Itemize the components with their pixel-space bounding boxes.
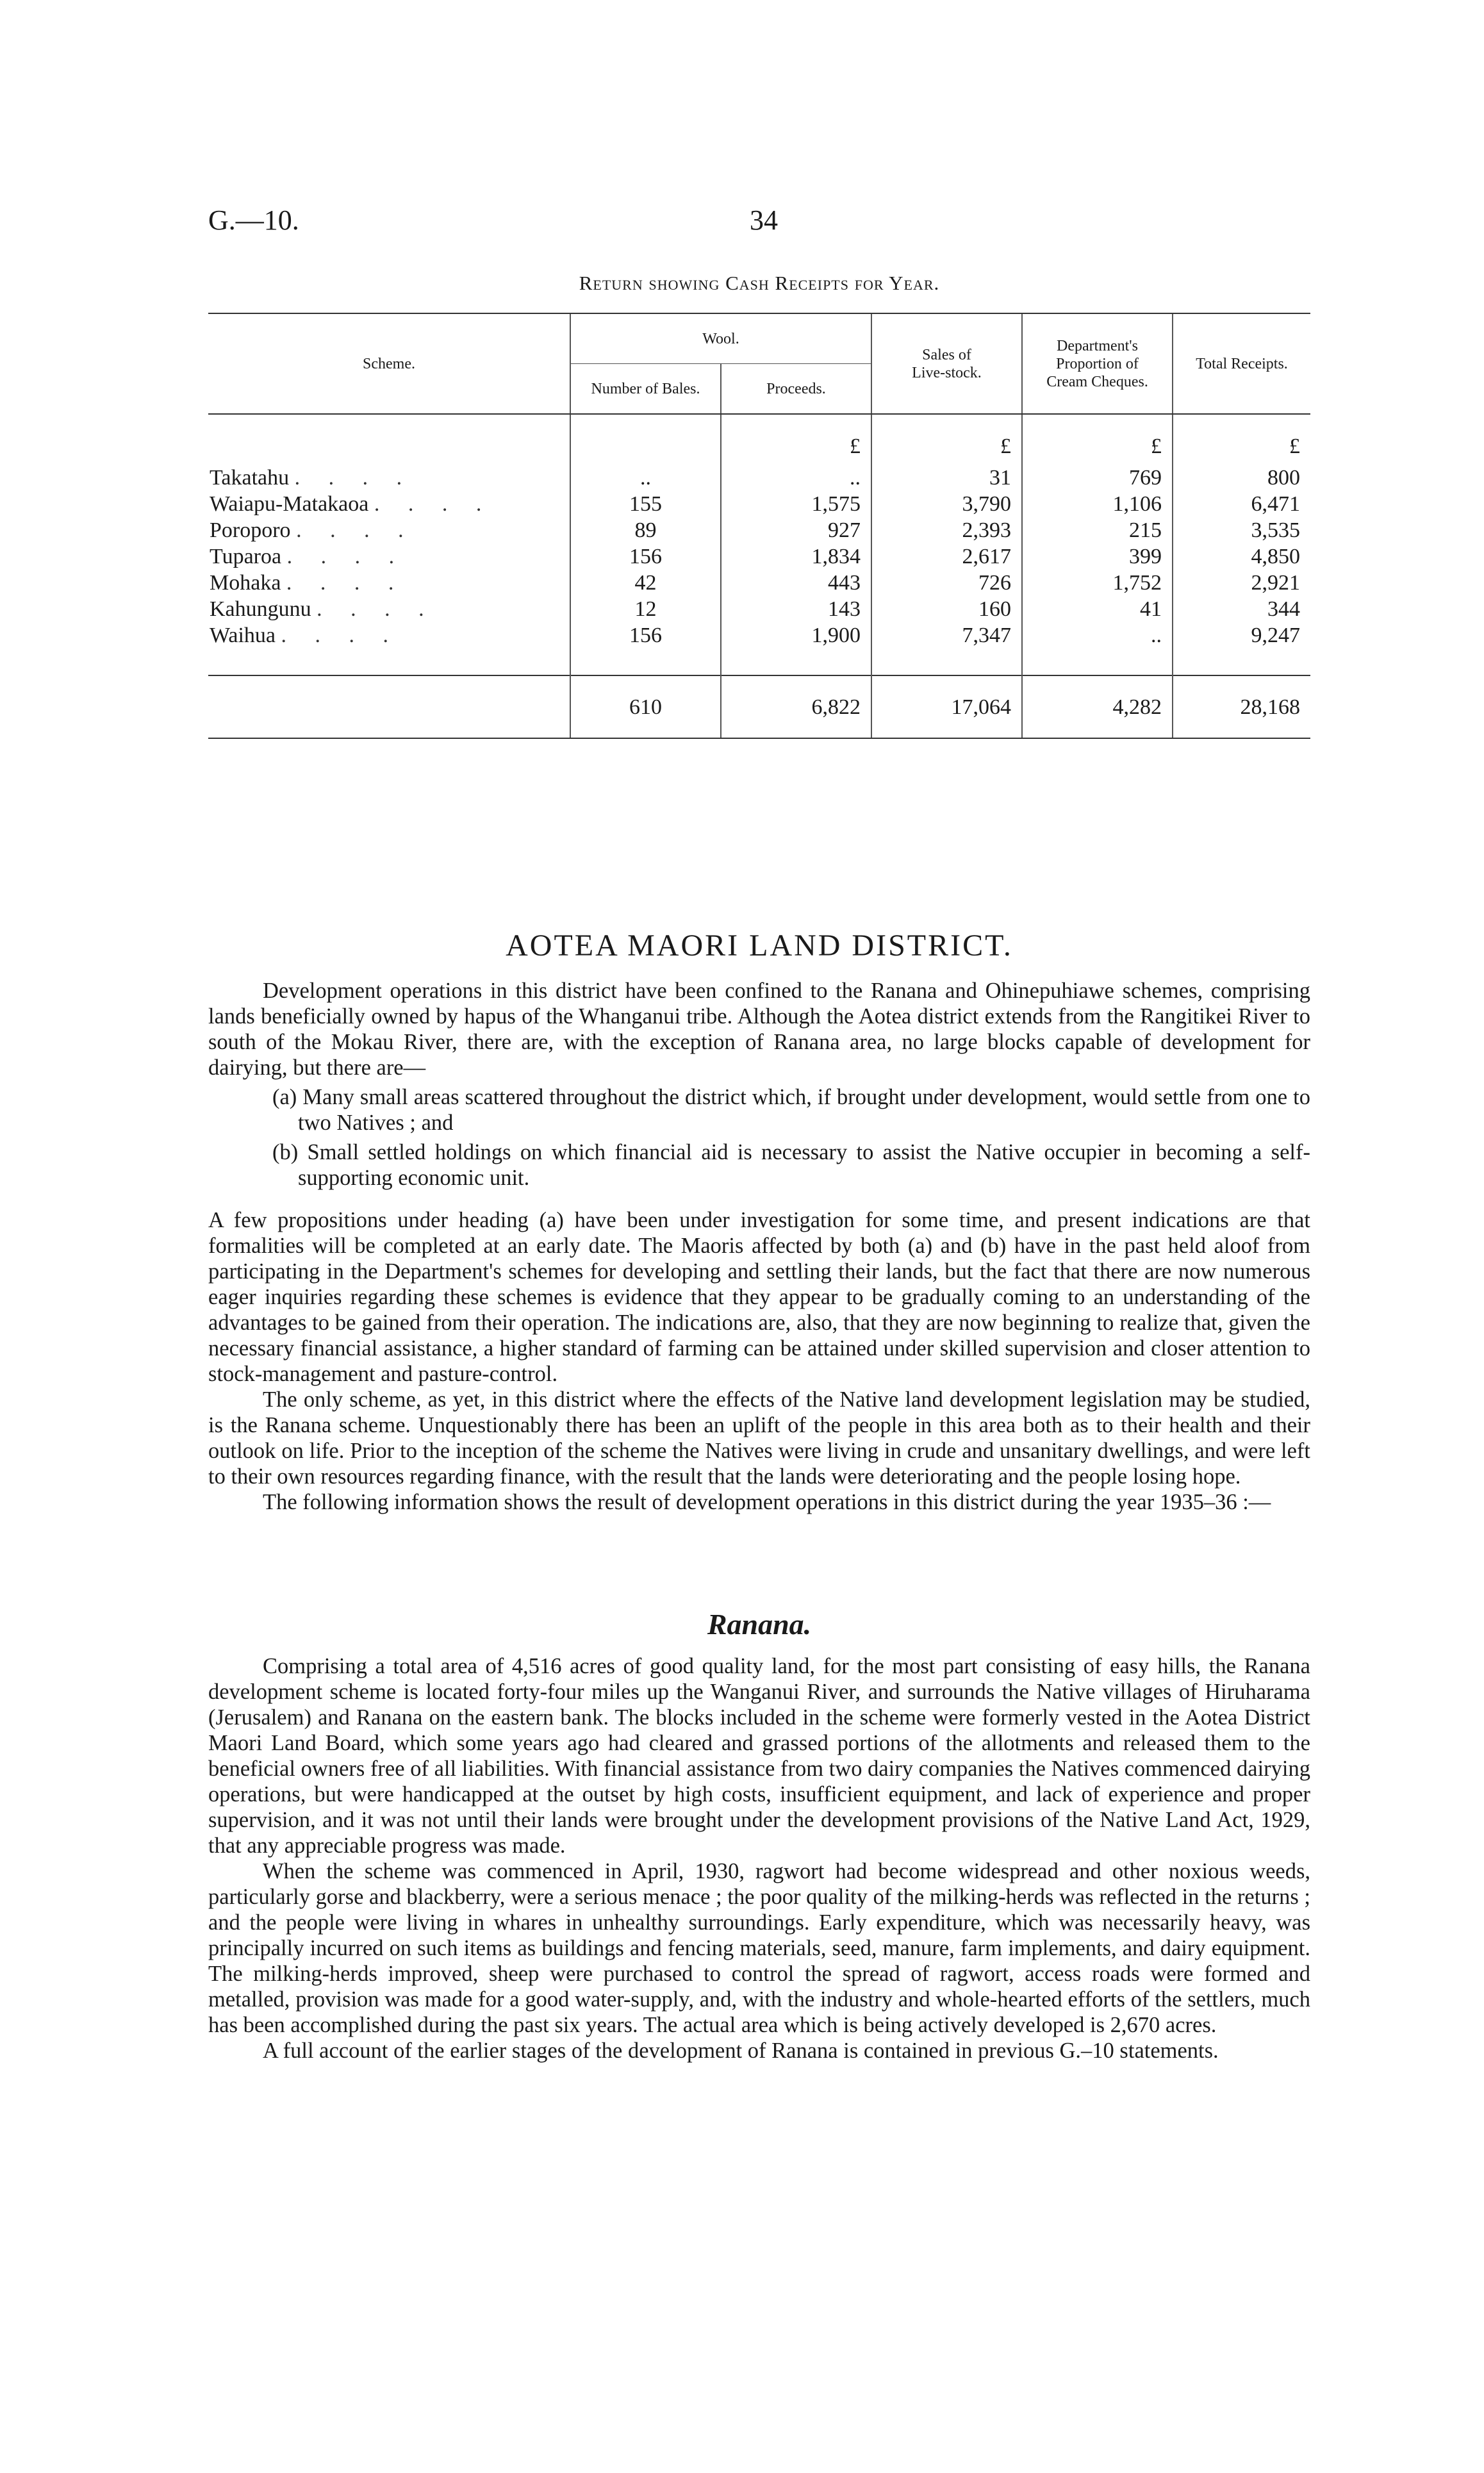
bales-cell: 42: [570, 570, 721, 596]
table-row: [208, 543, 1310, 570]
bales-cell: 156: [570, 543, 721, 570]
dept-cell: 215: [1022, 517, 1173, 543]
dept-cell: 1,106: [1022, 491, 1173, 517]
sales-cell: 160: [871, 596, 1022, 622]
total-cell: 6,471: [1173, 491, 1310, 517]
grand-total: 28,168: [1173, 675, 1310, 738]
paragraph: Comprising a total area of 4,516 acres of good quality land, for the most part consisting of easy hills, the Ranana development scheme is located forty-four miles up the Wanganui River, and surrounds the Native villages of Hiruharama (Jerusalem) and Ranana on the eastern bank. The blocks included in the scheme were formerly vested in the Aotea District Maori Land Board, which some years ago had cleared and grassed portions of the allotments and released them to the beneficial owners free of all liabilities. With financial assistance from two dairy companies the Natives commenced dairying operations, but were handicapped at the outset by high costs, insufficient equipment, and lack of experience and proper supervision, and it was not until their lands were brought under the development provisions of the Native Land Act, 1929, that any appreciable progress was made.: [208, 1654, 1310, 1858]
bales-cell: ..: [570, 465, 721, 491]
currency-symbol: £: [1173, 414, 1310, 465]
leader-dots: . . . .: [317, 597, 436, 621]
currency-row: [208, 414, 1310, 465]
proceeds-cell: 1,834: [721, 543, 871, 570]
scheme-name: Poroporo: [210, 518, 291, 542]
total-cell: 4,850: [1173, 543, 1310, 570]
dept-cell: 769: [1022, 465, 1173, 491]
sales-cell: 31: [871, 465, 1022, 491]
scheme-name: Tuparoa: [210, 545, 282, 568]
table-row: [208, 465, 1310, 491]
bales-cell: 12: [570, 596, 721, 622]
page-number: 34: [750, 204, 778, 236]
total-cell: 800: [1173, 465, 1310, 491]
proceeds-cell: 443: [721, 570, 871, 596]
proceeds-cell: 143: [721, 596, 871, 622]
paragraph: A full account of the earlier stages of the development of Ranana is contained in previous G.–10 statements.: [263, 2039, 1219, 2063]
ranana-body: [208, 1653, 1310, 2064]
dept-cell: 41: [1022, 596, 1173, 622]
paragraph: Development operations in this district have been confined to the Ranana and Ohinepuhiawe schemes, comprising lands beneficially owned by hapus of the Whanganui tribe. Although the Aotea district extends from the Rangitikei River to south of the Mokau River, there are, with the exception of Ranana area, no large blocks capable of development for dairying, but there are—: [208, 979, 1310, 1080]
proceeds-cell: 927: [721, 517, 871, 543]
bales-cell: 155: [570, 491, 721, 517]
ranana-heading: Ranana.: [707, 1608, 812, 1641]
header-sales: Sales of Live-stock.: [871, 313, 1022, 414]
cash-receipts-table: [208, 313, 1310, 739]
dept-cell: ..: [1022, 622, 1173, 649]
total-bales: 610: [570, 675, 721, 738]
proceeds-cell: 1,575: [721, 491, 871, 517]
bales-cell: 89: [570, 517, 721, 543]
table-row: [208, 491, 1310, 517]
bales-cell: 156: [570, 622, 721, 649]
header-total: Total Receipts.: [1173, 313, 1310, 414]
sales-cell: 7,347: [871, 622, 1022, 649]
total-proceeds: 6,822: [721, 675, 871, 738]
table-title: Return showing Cash Receipts for Year.: [579, 272, 940, 294]
total-cell: 344: [1173, 596, 1310, 622]
scheme-name: Waihua: [210, 624, 276, 647]
header-wool: Wool.: [570, 313, 871, 364]
currency-symbol: £: [721, 414, 871, 465]
sales-cell: 726: [871, 570, 1022, 596]
table-row: [208, 570, 1310, 596]
currency-symbol: £: [871, 414, 1022, 465]
leader-dots: . . . .: [296, 518, 415, 542]
total-cell: 3,535: [1173, 517, 1310, 543]
leader-dots: . . . .: [294, 466, 414, 490]
header-dept: Department's Proportion of Cream Cheques.: [1022, 313, 1173, 414]
section-title: AOTEA MAORI LAND DISTRICT.: [506, 929, 1013, 963]
page-header: [208, 204, 1310, 242]
sales-cell: 2,617: [871, 543, 1022, 570]
list-item: (a) Many small areas scattered throughout the district which, if brought under development, would settle from one to two Natives ; and: [272, 1085, 1310, 1135]
leader-dots: . . . .: [281, 624, 400, 647]
proceeds-cell: ..: [721, 465, 871, 491]
dept-cell: 399: [1022, 543, 1173, 570]
dept-cell: 1,752: [1022, 570, 1173, 596]
total-cell: 2,921: [1173, 570, 1310, 596]
header-proceeds: Proceeds.: [721, 364, 871, 415]
scheme-name: Mohaka: [210, 571, 281, 595]
paragraph: The following information shows the result of development operations in this district during the year 1935–36 :—: [263, 1490, 1271, 1514]
leader-dots: . . . .: [374, 492, 493, 516]
total-cell: 9,247: [1173, 622, 1310, 649]
currency-symbol: £: [1022, 414, 1173, 465]
paragraph: The only scheme, as yet, in this district where the effects of the Native land development legislation may be studied, is the Ranana scheme. Unquestionably there has been an uplift of the people in this area both as to their health and their outlook on life. Prior to the inception of the scheme the Natives were living in crude and unsanitary dwellings, and were left to their own resources regarding finance, with the result that the lands were deteriorating and the people losing hope.: [208, 1387, 1310, 1489]
table-row: [208, 622, 1310, 649]
scheme-name: Waiapu-Matakaoa: [210, 492, 369, 516]
paragraph: When the scheme was commenced in April, 1930, ragwort had become widespread and other noxious weeds, particularly gorse and blackberry, were a serious menace ; the poor quality of the milking-herds was reflected in the returns ; and the people were living in whares in unhealthy surroundings. Early expenditure, which was necessarily heavy, was principally incurred on such items as buildings and fencing materials, seed, manure, farm implements, and dairy equipment. The milking-herds improved, sheep were purchased to control the spread of ragwort, access roads were formed and metalled, provision was made for a good water-supply, and, with the industry and whole-hearted efforts of the settlers, much has been accomplished during the past six years. The actual area which is being actively developed is 2,670 acres.: [208, 1859, 1310, 2037]
proceeds-cell: 1,900: [721, 622, 871, 649]
header-bales: Number of Bales.: [570, 364, 721, 415]
document-code: G.—10.: [208, 204, 299, 236]
paragraph: A few propositions under heading (a) have been under investigation for some time, and present indications are that formalities will be completed at an early date. The Maoris affected by both (a) and (b) have in the past held aloof from participating in the Department's schemes for developing and settling their lands, but the fact that there are now numerous eager inquiries regarding these schemes is evidence that they appear to be gradually coming to an understanding of the advantages to be gained from their operation. The indications are, also, that they are now beginning to realize that, given the necessary financial assistance, a higher standard of farming can be attained under skilled supervision and closer attention to stock-management and pasture-control.: [208, 1208, 1310, 1386]
table-row: [208, 596, 1310, 622]
total-sales: 17,064: [871, 675, 1022, 738]
table-row: [208, 517, 1310, 543]
sales-cell: 3,790: [871, 491, 1022, 517]
aotea-body: [208, 978, 1310, 1515]
sales-cell: 2,393: [871, 517, 1022, 543]
list-item: (b) Small settled holdings on which financial aid is necessary to assist the Native occupier in becoming a self-supporting economic unit.: [272, 1140, 1310, 1190]
leader-dots: . . . .: [286, 545, 406, 568]
totals-row: [208, 675, 1310, 738]
header-scheme: Scheme.: [208, 313, 570, 414]
scheme-name: Kahungunu: [210, 597, 311, 621]
scheme-name: Takatahu: [210, 466, 290, 490]
total-dept: 4,282: [1022, 675, 1173, 738]
leader-dots: . . . .: [286, 571, 406, 595]
